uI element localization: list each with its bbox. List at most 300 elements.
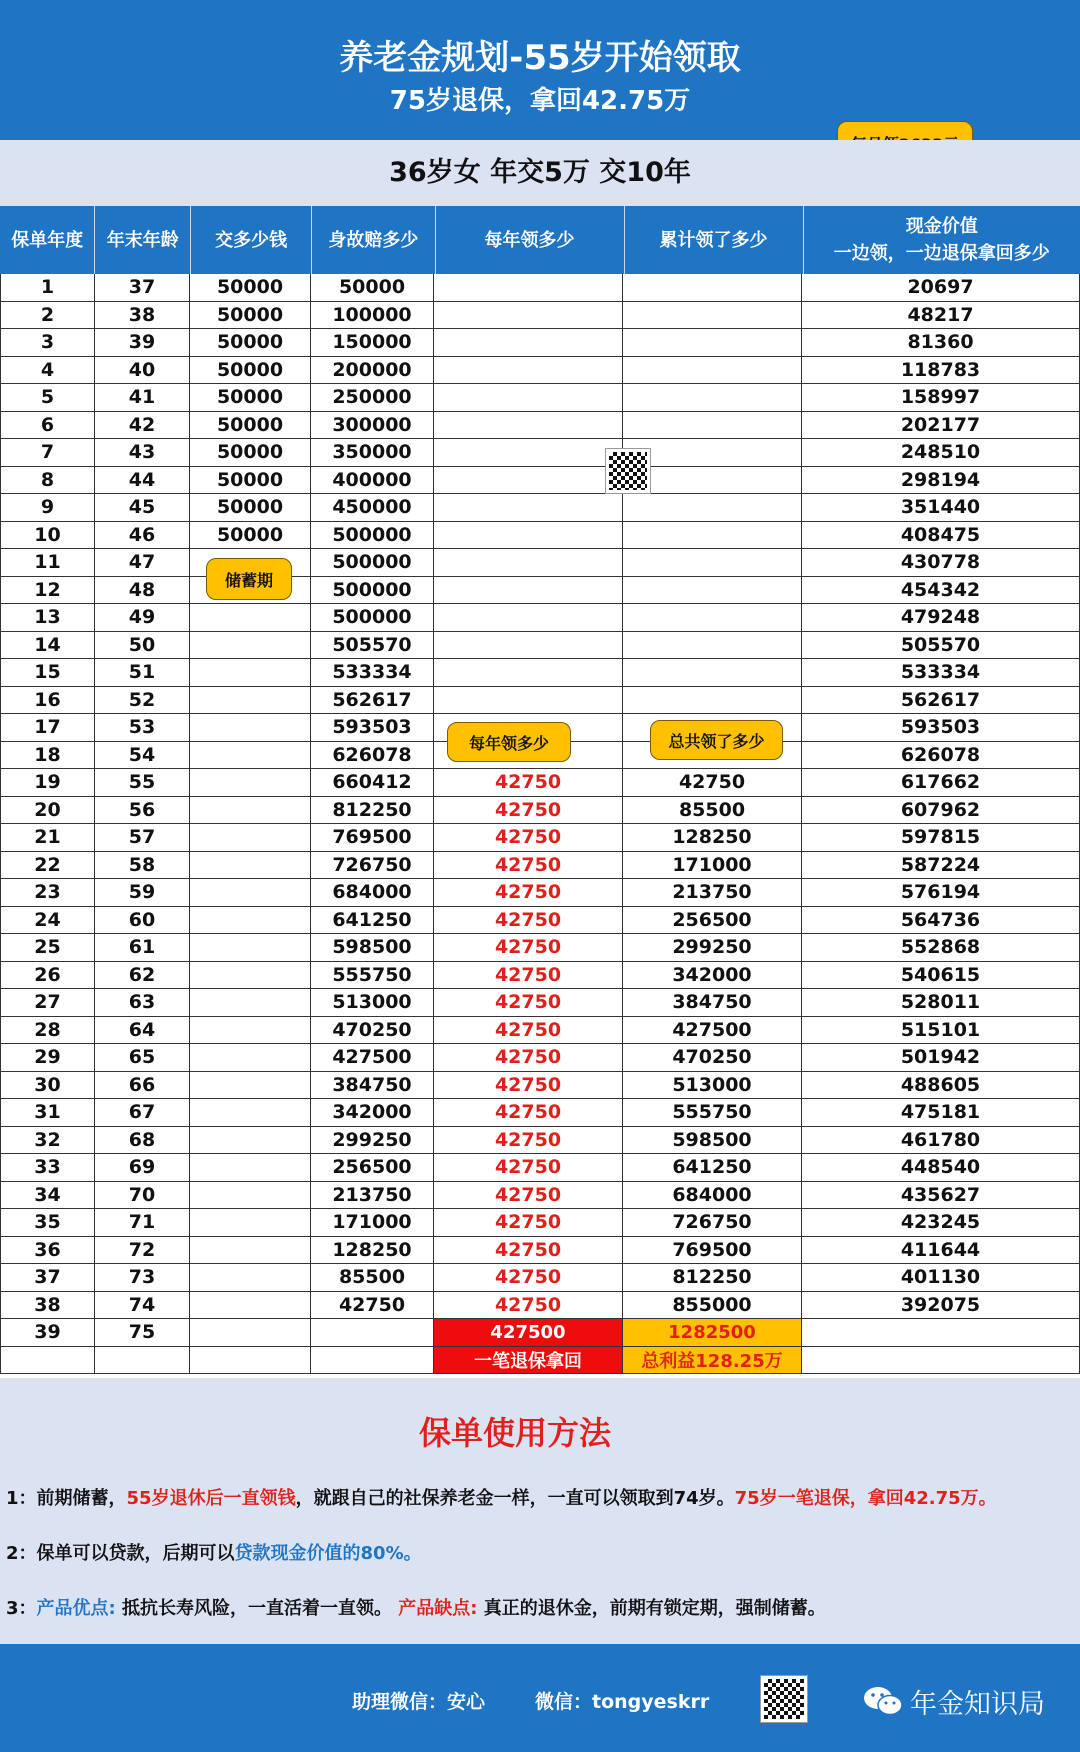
cell-cumulative [623, 494, 802, 521]
cell-cash-value: 461780 [802, 1127, 1080, 1154]
table-row [0, 852, 1080, 880]
cell-annual-payout: 42750 [434, 934, 623, 961]
cell-age: 38 [95, 302, 190, 329]
cell-annual-payout: 42750 [434, 1072, 623, 1099]
cell-death-benefit: 171000 [311, 1209, 434, 1236]
cell-annual-payout [434, 522, 623, 549]
cell-cash-value: 593503 [802, 714, 1080, 741]
cell-cumulative [623, 357, 802, 384]
cell-annual-payout [434, 494, 623, 521]
table-row [0, 659, 1080, 687]
cell-age: 39 [95, 329, 190, 356]
cell-age: 55 [95, 769, 190, 796]
cell-age: 61 [95, 934, 190, 961]
cell-policy-year: 33 [0, 1154, 95, 1181]
cell-premium [190, 687, 311, 714]
footer-qr-code-icon [761, 1676, 807, 1722]
cell-cash-value: 501942 [802, 1044, 1080, 1071]
cell-policy-year: 21 [0, 824, 95, 851]
cell-policy-year: 37 [0, 1264, 95, 1291]
cell-cash-value: 423245 [802, 1209, 1080, 1236]
assistant-wechat: 助理微信：安心 [352, 1691, 486, 1713]
table-header [0, 206, 1080, 274]
cell-policy-year: 20 [0, 797, 95, 824]
cell-premium: 50000 [190, 302, 311, 329]
table-row [0, 1044, 1080, 1072]
cell-annual-payout [434, 384, 623, 411]
cell-cumulative: 684000 [623, 1182, 802, 1209]
cell-cash-value: 479248 [802, 604, 1080, 631]
cell-cash-value: 351440 [802, 494, 1080, 521]
cell-cash-value: 411644 [802, 1237, 1080, 1264]
cell-annual-payout: 42750 [434, 852, 623, 879]
cell-cash-value: 248510 [802, 439, 1080, 466]
usage-line-3-pros-label: 产品优点: [36, 1598, 116, 1619]
cell-premium [190, 714, 311, 741]
cell-policy-year: 19 [0, 769, 95, 796]
cell-death-benefit: 250000 [311, 384, 434, 411]
cell-age: 37 [95, 274, 190, 301]
cell-annual-payout: 42750 [434, 1127, 623, 1154]
cell-policy-year: 38 [0, 1292, 95, 1319]
cell-annual-payout [434, 467, 623, 494]
cell-policy-year: 24 [0, 907, 95, 934]
cell-age: 53 [95, 714, 190, 741]
cell-cumulative: 342000 [623, 962, 802, 989]
cell-age: 63 [95, 989, 190, 1016]
cell-annual-payout: 42750 [434, 824, 623, 851]
cell-age: 75 [95, 1319, 190, 1346]
usage-line-3-pros: 抵抗长寿风险，一直活着一直领。 [115, 1598, 399, 1619]
cell-death-benefit: 598500 [311, 934, 434, 961]
cell-age: 50 [95, 632, 190, 659]
cell-policy-year: 6 [0, 412, 95, 439]
table-row [0, 879, 1080, 907]
cell-cash-value [802, 1319, 1080, 1346]
cell-premium [190, 1209, 311, 1236]
cell-death-benefit [311, 1347, 434, 1374]
cell-annual-payout: 42750 [434, 1292, 623, 1319]
cell-premium [190, 604, 311, 631]
cell-cash-value: 576194 [802, 879, 1080, 906]
cell-cumulative: 855000 [623, 1292, 802, 1319]
cell-policy-year: 11 [0, 549, 95, 576]
cell-cumulative: 256500 [623, 907, 802, 934]
cell-premium: 50000 [190, 439, 311, 466]
cell-age: 57 [95, 824, 190, 851]
cell-premium [190, 962, 311, 989]
cell-policy-year: 23 [0, 879, 95, 906]
cell-cash-value: 515101 [802, 1017, 1080, 1044]
cell-premium: 50000 [190, 522, 311, 549]
cell-annual-payout [434, 659, 623, 686]
cell-policy-year: 1 [0, 274, 95, 301]
cell-premium [190, 632, 311, 659]
cell-death-benefit: 100000 [311, 302, 434, 329]
cell-age: 67 [95, 1099, 190, 1126]
cell-cash-value: 475181 [802, 1099, 1080, 1126]
cell-death-benefit: 50000 [311, 274, 434, 301]
cell-policy-year: 30 [0, 1072, 95, 1099]
cell-premium: 50000 [190, 357, 311, 384]
table-row [0, 824, 1080, 852]
cell-death-benefit: 256500 [311, 1154, 434, 1181]
cell-premium [190, 1072, 311, 1099]
cell-cumulative: 总利益128.25万 [623, 1347, 802, 1374]
wechat-id: 微信：tongyeskrr [535, 1691, 710, 1713]
cell-cash-value: 392075 [802, 1292, 1080, 1319]
usage-line-2-highlight: 贷款现金价值的80%。 [234, 1543, 422, 1564]
table-row [0, 357, 1080, 385]
cell-death-benefit: 200000 [311, 357, 434, 384]
cell-cumulative: 641250 [623, 1154, 802, 1181]
cell-age: 47 [95, 549, 190, 576]
cell-annual-payout: 42750 [434, 962, 623, 989]
cell-cumulative: 42750 [623, 769, 802, 796]
table-row [0, 769, 1080, 797]
cell-premium [190, 797, 311, 824]
table-row [0, 412, 1080, 440]
cell-age: 43 [95, 439, 190, 466]
cell-death-benefit: 812250 [311, 797, 434, 824]
cell-cumulative [623, 549, 802, 576]
usage-line-3 [6, 1594, 826, 1620]
savings-period-badge: 储蓄期 [206, 558, 292, 600]
brand-name: 年金知识局 [910, 1689, 1045, 1720]
table-row [0, 1347, 1080, 1375]
cell-cash-value: 488605 [802, 1072, 1080, 1099]
cell-cumulative [623, 632, 802, 659]
cell-age: 66 [95, 1072, 190, 1099]
cell-age: 41 [95, 384, 190, 411]
header-band [0, 0, 1080, 140]
usage-line-3-cons: 真正的退休金，前期有锁定期，强制储蓄。 [477, 1598, 826, 1619]
cell-death-benefit: 593503 [311, 714, 434, 741]
cell-annual-payout: 42750 [434, 797, 623, 824]
cell-age: 72 [95, 1237, 190, 1264]
table-row [0, 384, 1080, 412]
cell-premium [190, 1044, 311, 1071]
cell-annual-payout [434, 604, 623, 631]
table-row [0, 989, 1080, 1017]
cell-death-benefit: 470250 [311, 1017, 434, 1044]
cell-cumulative: 384750 [623, 989, 802, 1016]
cell-death-benefit: 500000 [311, 522, 434, 549]
cell-annual-payout [434, 577, 623, 604]
cell-cash-value: 401130 [802, 1264, 1080, 1291]
cell-death-benefit: 128250 [311, 1237, 434, 1264]
cell-policy-year: 3 [0, 329, 95, 356]
col-premium: 交多少钱 [191, 206, 312, 274]
usage-line-3-cons-label: 产品缺点: [398, 1598, 478, 1619]
cell-cash-value: 158997 [802, 384, 1080, 411]
cell-policy-year: 18 [0, 742, 95, 769]
cell-cash-value: 597815 [802, 824, 1080, 851]
qr-code-icon [606, 449, 650, 493]
cell-annual-payout: 42750 [434, 989, 623, 1016]
cell-cumulative [623, 384, 802, 411]
cell-premium: 50000 [190, 274, 311, 301]
cell-cash-value: 562617 [802, 687, 1080, 714]
cell-death-benefit: 342000 [311, 1099, 434, 1126]
cell-annual-payout: 427500 [434, 1319, 623, 1346]
cell-annual-payout: 42750 [434, 1182, 623, 1209]
usage-section [0, 1378, 1080, 1644]
cell-annual-payout [434, 439, 623, 466]
cell-death-benefit: 533334 [311, 659, 434, 686]
col-age: 年末年龄 [95, 206, 190, 274]
cell-age: 65 [95, 1044, 190, 1071]
cell-age: 52 [95, 687, 190, 714]
cell-premium [190, 852, 311, 879]
cell-age: 56 [95, 797, 190, 824]
usage-line-2 [6, 1539, 422, 1565]
cell-annual-payout: 42750 [434, 769, 623, 796]
cell-policy-year: 5 [0, 384, 95, 411]
table-row [0, 1264, 1080, 1292]
cell-policy-year: 29 [0, 1044, 95, 1071]
table-row [0, 962, 1080, 990]
usage-line-1-prefix: 1：前期储蓄， [6, 1488, 127, 1509]
cell-annual-payout: 42750 [434, 1099, 623, 1126]
cell-cash-value: 617662 [802, 769, 1080, 796]
cell-cumulative: 812250 [623, 1264, 802, 1291]
cell-death-benefit: 626078 [311, 742, 434, 769]
cell-premium [190, 989, 311, 1016]
cell-premium [190, 879, 311, 906]
cell-policy-year: 7 [0, 439, 95, 466]
cell-policy-year: 12 [0, 577, 95, 604]
cell-age: 49 [95, 604, 190, 631]
cell-premium [190, 907, 311, 934]
wechat-icon [862, 1684, 904, 1718]
cell-annual-payout [434, 549, 623, 576]
cell-premium: 50000 [190, 494, 311, 521]
cell-cumulative [623, 412, 802, 439]
cell-cumulative [623, 604, 802, 631]
cell-cumulative: 513000 [623, 1072, 802, 1099]
cell-death-benefit: 726750 [311, 852, 434, 879]
table-row [0, 797, 1080, 825]
cell-annual-payout [434, 412, 623, 439]
cell-premium: 50000 [190, 329, 311, 356]
cell-policy-year: 2 [0, 302, 95, 329]
cell-cash-value: 587224 [802, 852, 1080, 879]
cell-policy-year: 17 [0, 714, 95, 741]
col-policy-year: 保单年度 [0, 206, 95, 274]
table-row [0, 687, 1080, 715]
cell-cash-value: 626078 [802, 742, 1080, 769]
cell-premium [190, 1319, 311, 1346]
cell-cumulative: 769500 [623, 1237, 802, 1264]
cell-annual-payout [434, 274, 623, 301]
usage-line-1-highlight-2: 75岁一笔退保，拿回42.75万。 [734, 1488, 997, 1509]
cell-age: 51 [95, 659, 190, 686]
col-cumulative: 累计领了多少 [625, 206, 804, 274]
cell-premium [190, 1154, 311, 1181]
cell-death-benefit: 660412 [311, 769, 434, 796]
cell-cash-value: 408475 [802, 522, 1080, 549]
cell-policy-year: 35 [0, 1209, 95, 1236]
table-row [0, 632, 1080, 660]
cell-age: 48 [95, 577, 190, 604]
cell-cash-value: 607962 [802, 797, 1080, 824]
table-row [0, 907, 1080, 935]
cell-cash-value: 118783 [802, 357, 1080, 384]
cell-death-benefit: 684000 [311, 879, 434, 906]
cell-annual-payout [434, 357, 623, 384]
cell-cash-value: 81360 [802, 329, 1080, 356]
cell-premium [190, 769, 311, 796]
cell-age: 45 [95, 494, 190, 521]
cell-age: 62 [95, 962, 190, 989]
cell-annual-payout [434, 302, 623, 329]
cell-policy-year: 4 [0, 357, 95, 384]
cell-policy-year [0, 1347, 95, 1374]
cell-policy-year: 28 [0, 1017, 95, 1044]
cell-cumulative [623, 577, 802, 604]
cell-cash-value: 528011 [802, 989, 1080, 1016]
annual-payout-badge: 每年领多少 [447, 722, 571, 762]
cell-premium [190, 1017, 311, 1044]
cell-death-benefit: 427500 [311, 1044, 434, 1071]
cell-death-benefit: 150000 [311, 329, 434, 356]
cell-annual-payout: 42750 [434, 1209, 623, 1236]
cell-death-benefit: 350000 [311, 439, 434, 466]
cell-age: 73 [95, 1264, 190, 1291]
cell-death-benefit: 513000 [311, 989, 434, 1016]
cell-policy-year: 36 [0, 1237, 95, 1264]
cell-premium [190, 1127, 311, 1154]
cell-annual-payout: 42750 [434, 1044, 623, 1071]
cell-premium: 50000 [190, 384, 311, 411]
cell-policy-year: 14 [0, 632, 95, 659]
cell-cumulative [623, 659, 802, 686]
cell-annual-payout [434, 329, 623, 356]
cell-annual-payout: 42750 [434, 907, 623, 934]
cell-cash-value: 448540 [802, 1154, 1080, 1181]
table-row [0, 439, 1080, 467]
table-row [0, 1127, 1080, 1155]
table-row [0, 1182, 1080, 1210]
table-row [0, 604, 1080, 632]
cell-premium [190, 659, 311, 686]
table-row [0, 467, 1080, 495]
cell-age [95, 1347, 190, 1374]
table-row [0, 1154, 1080, 1182]
cell-premium [190, 934, 311, 961]
cell-death-benefit: 500000 [311, 577, 434, 604]
usage-line-1-mid: ，就跟自己的社保养老金一样，一直可以领取到74岁。 [295, 1488, 735, 1509]
table-row [0, 1072, 1080, 1100]
page-subtitle: 75岁退保，拿回42.75万 [389, 86, 691, 116]
col-annual-payout: 每年领多少 [436, 206, 625, 274]
cell-premium [190, 824, 311, 851]
cell-age: 58 [95, 852, 190, 879]
cell-death-benefit: 500000 [311, 604, 434, 631]
cell-age: 46 [95, 522, 190, 549]
table-row [0, 274, 1080, 302]
cell-cumulative: 726750 [623, 1209, 802, 1236]
table-row [0, 577, 1080, 605]
cell-death-benefit: 555750 [311, 962, 434, 989]
col-death-benefit: 身故赔多少 [312, 206, 435, 274]
cell-age: 64 [95, 1017, 190, 1044]
cell-cumulative [623, 302, 802, 329]
cell-death-benefit: 505570 [311, 632, 434, 659]
cell-age: 68 [95, 1127, 190, 1154]
cell-annual-payout: 42750 [434, 879, 623, 906]
cell-policy-year: 10 [0, 522, 95, 549]
cell-policy-year: 15 [0, 659, 95, 686]
cell-cumulative: 213750 [623, 879, 802, 906]
cell-death-benefit: 500000 [311, 549, 434, 576]
cell-cash-value: 552868 [802, 934, 1080, 961]
col-cash-value: 现金价值 一边领，一边退保拿回多少 [833, 216, 1050, 264]
cell-cumulative: 555750 [623, 1099, 802, 1126]
cell-death-benefit [311, 1319, 434, 1346]
cell-cash-value: 454342 [802, 577, 1080, 604]
cell-annual-payout [434, 632, 623, 659]
cell-policy-year: 34 [0, 1182, 95, 1209]
usage-line-1-highlight: 55岁退休后一直领钱 [126, 1488, 296, 1509]
cell-cash-value: 533334 [802, 659, 1080, 686]
cell-death-benefit: 85500 [311, 1264, 434, 1291]
cell-premium [190, 1264, 311, 1291]
cell-policy-year: 8 [0, 467, 95, 494]
cell-cash-value: 48217 [802, 302, 1080, 329]
table-row [0, 1017, 1080, 1045]
cell-policy-year: 13 [0, 604, 95, 631]
cell-cumulative: 1282500 [623, 1319, 802, 1346]
cell-death-benefit: 450000 [311, 494, 434, 521]
cell-cash-value: 20697 [802, 274, 1080, 301]
cell-policy-year: 39 [0, 1319, 95, 1346]
cell-premium: 50000 [190, 412, 311, 439]
cell-premium [190, 1292, 311, 1319]
cell-death-benefit: 641250 [311, 907, 434, 934]
table-row [0, 549, 1080, 577]
cell-death-benefit: 400000 [311, 467, 434, 494]
cell-age: 40 [95, 357, 190, 384]
cell-annual-payout: 42750 [434, 1017, 623, 1044]
cell-death-benefit: 213750 [311, 1182, 434, 1209]
table-row [0, 1292, 1080, 1320]
footer [0, 1644, 1080, 1752]
cell-premium [190, 1182, 311, 1209]
table-row [0, 522, 1080, 550]
usage-line-2-prefix: 2：保单可以贷款，后期可以 [6, 1543, 235, 1564]
cell-policy-year: 26 [0, 962, 95, 989]
cell-policy-year: 32 [0, 1127, 95, 1154]
cell-annual-payout: 42750 [434, 1237, 623, 1264]
cell-policy-year: 27 [0, 989, 95, 1016]
cell-cumulative: 128250 [623, 824, 802, 851]
cell-cash-value: 435627 [802, 1182, 1080, 1209]
table-body [0, 274, 1080, 1374]
cell-cash-value: 540615 [802, 962, 1080, 989]
cell-policy-year: 22 [0, 852, 95, 879]
table-row [0, 1099, 1080, 1127]
usage-line-3-prefix: 3： [6, 1598, 37, 1619]
cell-premium [190, 1347, 311, 1374]
cell-cumulative [623, 274, 802, 301]
cell-death-benefit: 300000 [311, 412, 434, 439]
cell-cash-value: 298194 [802, 467, 1080, 494]
table-row [0, 1237, 1080, 1265]
cell-age: 69 [95, 1154, 190, 1181]
cell-cumulative: 299250 [623, 934, 802, 961]
